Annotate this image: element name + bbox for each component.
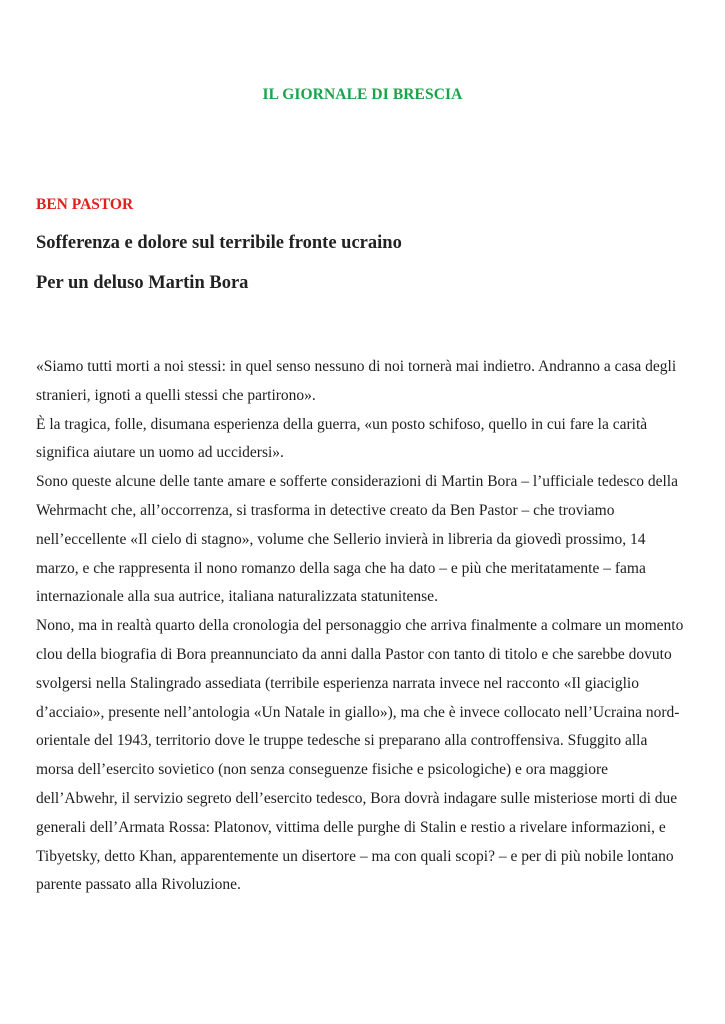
article-body: [36, 353, 686, 900]
article-subheadline: Per un deluso Martin Bora: [36, 273, 249, 293]
article-paragraph: «Siamo tutti morti a noi stessi: in quel senso nessuno di noi tornerà mai indietro. Andranno a casa degli stranieri, ignoti a quelli stessi che partirono».: [36, 358, 677, 404]
article-paragraph: Sono queste alcune delle tante amare e sofferte considerazioni di Martin Bora – l’ufficiale tedesco della Wehrmacht che, all’occorrenza, si trasforma in detective creato da Ben Pastor – che troviamo nell’eccellente «Il cielo di stagno», volume che Sellerio invierà in libreria da giovedì prossimo, 14 marzo, e che rappresenta il nono romanzo della saga che ha dato – e più che meritatamente – fama internazionale alla sua autrice, italiana naturalizzata statunitense.: [36, 473, 678, 606]
newspaper-masthead: IL GIORNALE DI BRESCIA: [262, 86, 463, 103]
article-paragraph: Nono, ma in realtà quarto della cronologia del personaggio che arriva finalmente a colmare un momento clou della biografia di Bora preannunciato da anni dalla Pastor con tanto di titolo e che sarebbe dovuto svolgersi nella Stalingrado assediata (terribile esperienza narrata invece nel racconto «Il giaciglio d’acciaio», presente nell’antologia «Un Natale in giallo»), ma che è invece collocato nell’Ucraina nord-orientale del 1943, territorio dove le truppe tedesche si preparano alla controffensiva. Sfuggito alla morsa dell’esercito sovietico (non senza conseguenze fisiche e psicologiche) e ora maggiore dell’Abwehr, il servizio segreto dell’esercito tedesco, Bora dovrà indagare sulle misteriose morti di due generali dell’Armata Rossa: Platonov, vittima delle purghe di Stalin e restio a rivelare informazioni, e Tibyetsky, detto Khan, apparentemente un disertore – ma con quali scopi? – e per di più nobile lontano parente passato alla Rivoluzione.: [36, 617, 684, 894]
article-author: BEN PASTOR: [36, 196, 134, 213]
article-paragraph: È la tragica, folle, disumana esperienza della guerra, «un posto schifoso, quello in cui fare la carità significa aiutare un uomo ad uccidersi».: [36, 415, 648, 462]
article-headline: Sofferenza e dolore sul terribile fronte ucraino: [36, 233, 402, 253]
